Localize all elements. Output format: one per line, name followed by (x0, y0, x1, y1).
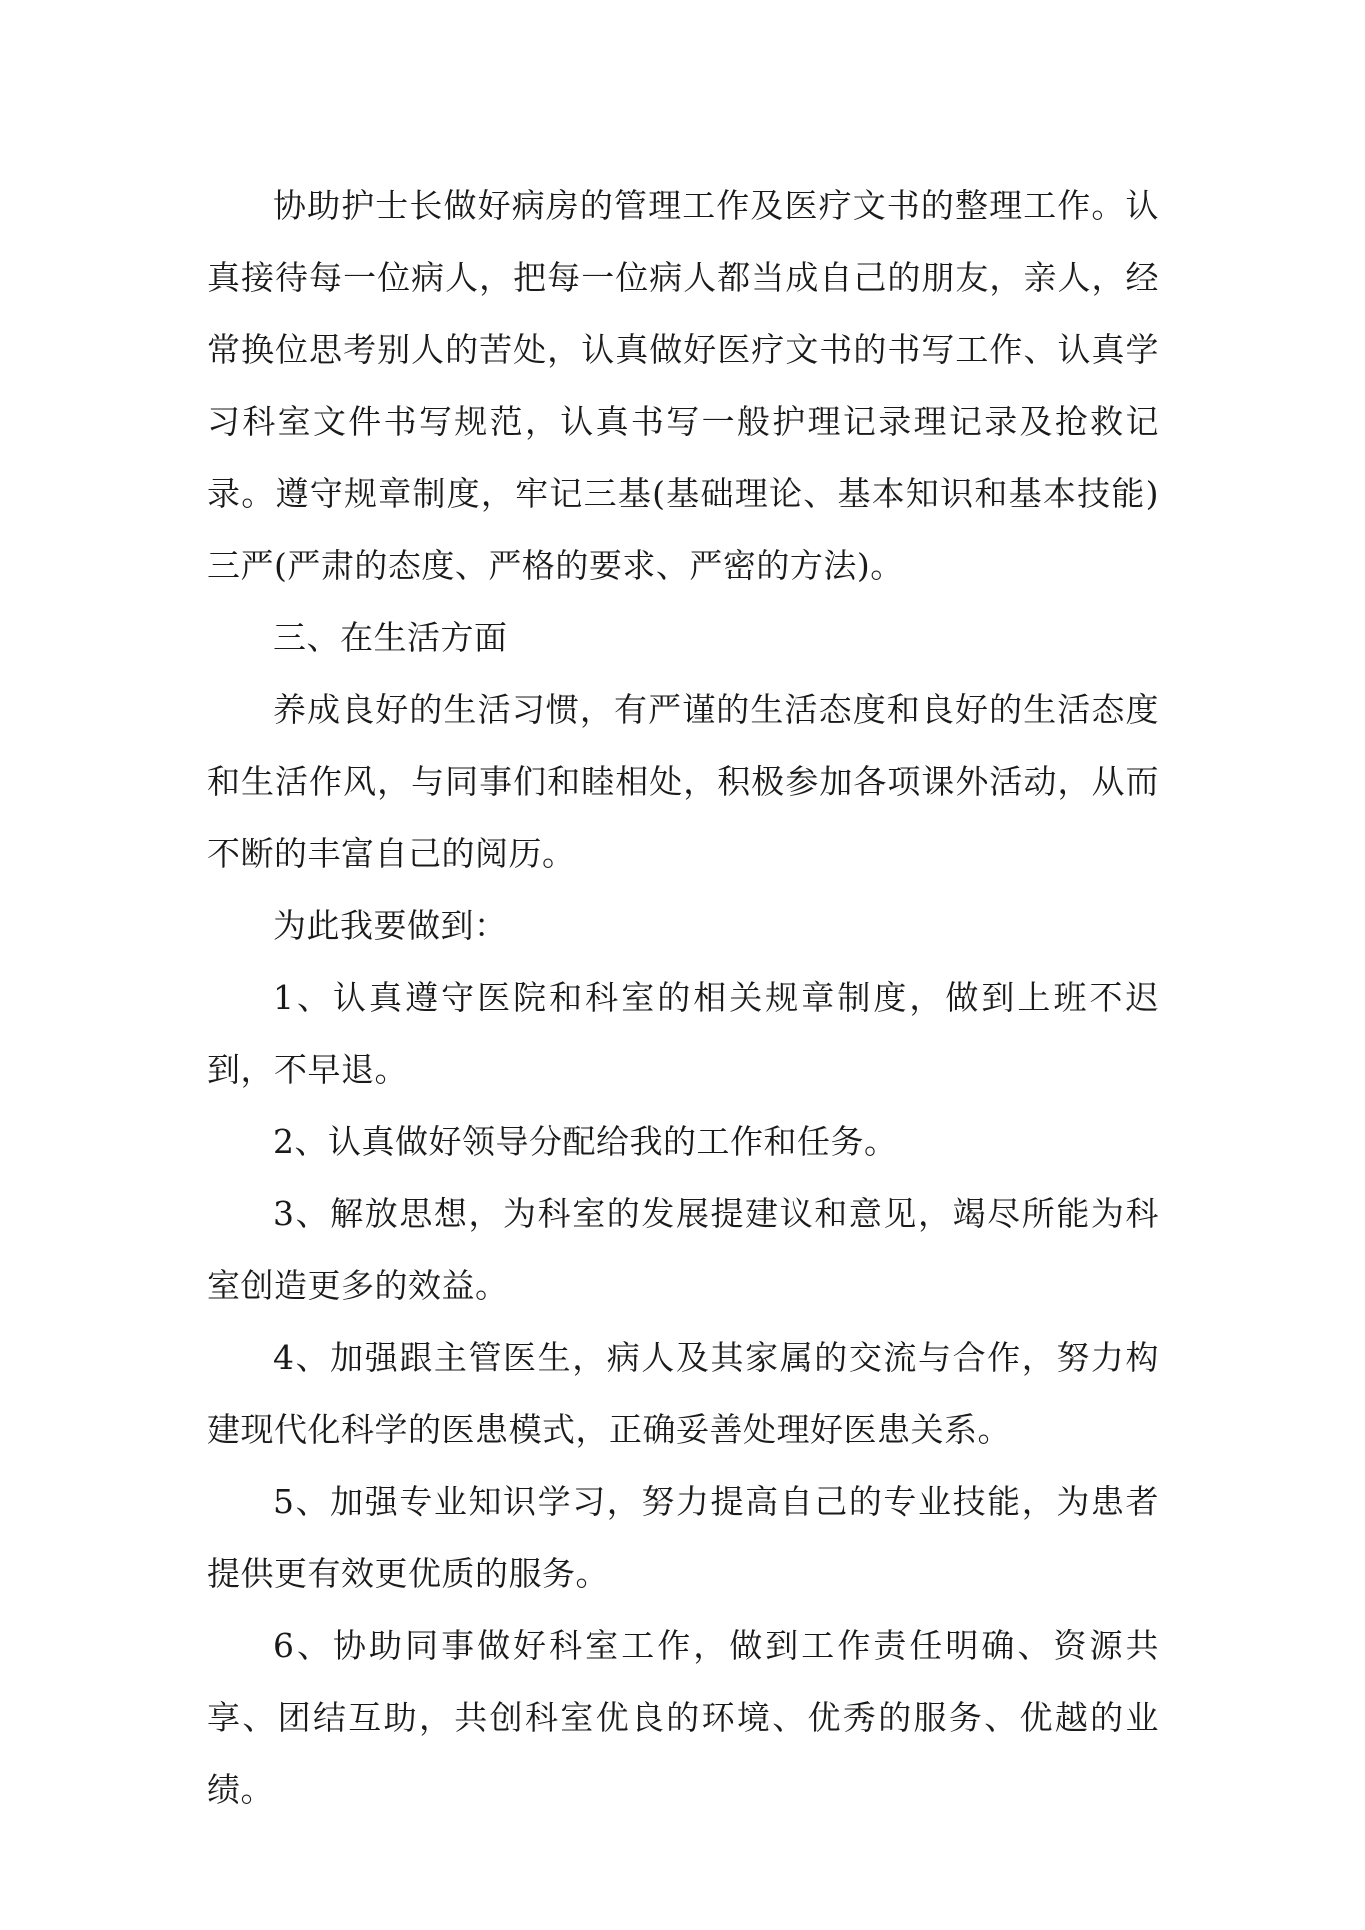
document-body (207, 170, 1159, 1826)
paragraph-life-habits: 养成良好的生活习惯，有严谨的生活态度和良好的生活态度和生活作风，与同事们和睦相处，积极参加各项课外活动，从而不断的丰富自己的阅历。 (207, 690, 1159, 873)
list-item-4: 4、加强跟主管医生，病人及其家属的交流与合作，努力构建现代化科学的医患模式，正确妥善处理好医患关系。 (207, 1338, 1159, 1449)
list-item-1: 1、认真遵守医院和科室的相关规章制度，做到上班不迟到，不早退。 (207, 978, 1159, 1089)
section-heading-life: 三、在生活方面 (273, 618, 508, 657)
paragraph-duties: 协助护士长做好病房的管理工作及医疗文书的整理工作。认真接待每一位病人，把每一位病人都当成自己的朋友，亲人，经常换位思考别人的苦处，认真做好医疗文书的书写工作、认真学习科室文件书写规范，认真书写一般护理记录理记录及抢救记录。遵守规章制度，牢记三基(基础理论、基本知识和基本技能)三严(严肃的态度、严格的要求、严密的方法)。 (207, 186, 1159, 585)
list-item-5: 5、加强专业知识学习，努力提高自己的专业技能，为患者提供更有效更优质的服务。 (207, 1482, 1159, 1593)
list-item-2: 2、认真做好领导分配给我的工作和任务。 (273, 1122, 898, 1161)
list-intro: 为此我要做到： (273, 906, 508, 945)
list-item-3: 3、解放思想，为科室的发展提建议和意见，竭尽所能为科室创造更多的效益。 (207, 1194, 1159, 1305)
list-item-6: 6、协助同事做好科室工作，做到工作责任明确、资源共享、团结互助，共创科室优良的环境、优秀的服务、优越的业绩。 (207, 1626, 1159, 1809)
